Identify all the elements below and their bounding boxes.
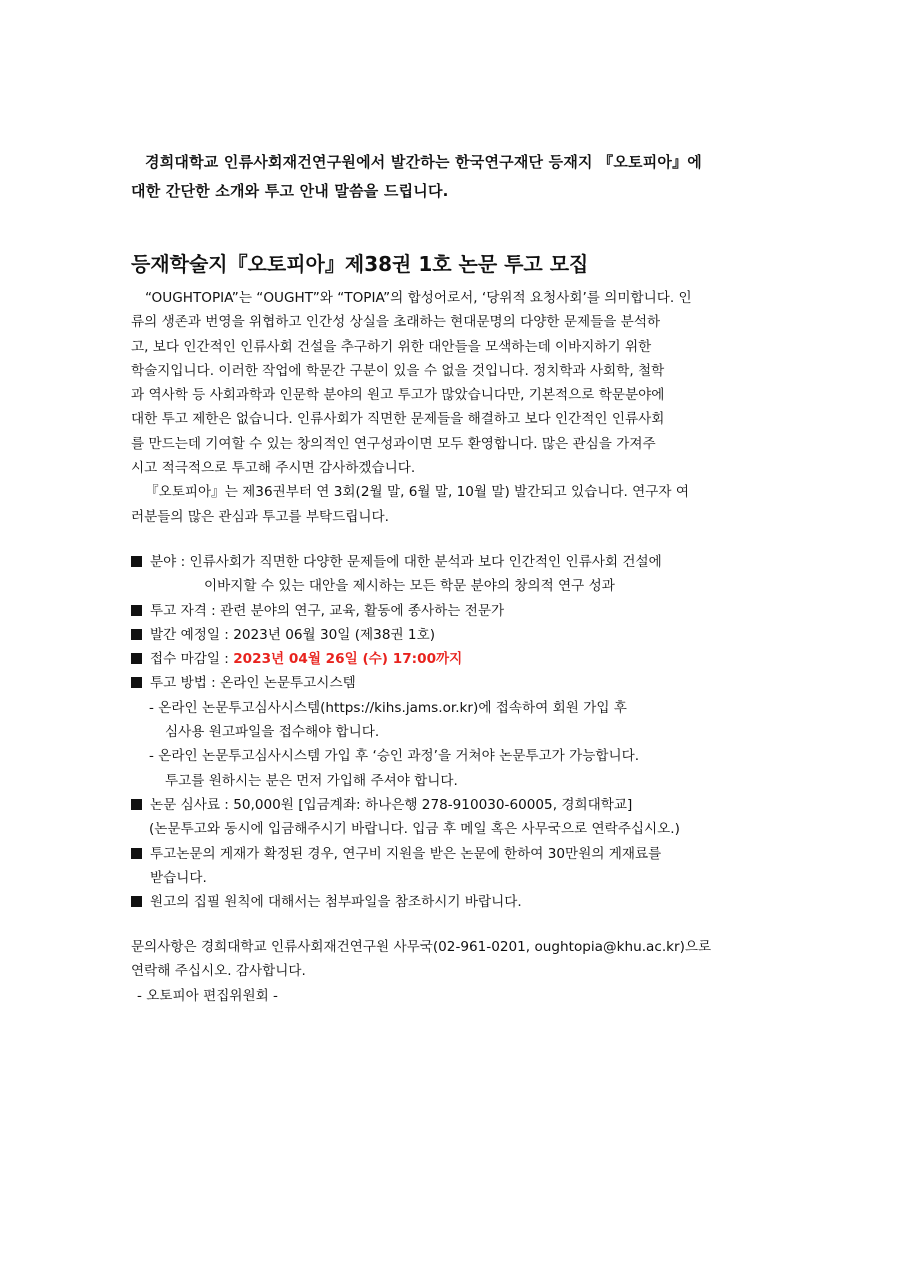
list-item-deadline — [131, 647, 781, 671]
intro-line-1: 경희대학교 인류사회재건연구원에서 발간하는 한국연구재단 등재지 『오토피아』에 — [145, 153, 702, 171]
intro-line-2: 대한 간단한 소개와 투고 안내 말씀을 드립니다. — [131, 182, 449, 200]
method-text: 투고 방법 : 온라인 논문투고시스템 — [150, 675, 356, 692]
description-line: 러분들의 많은 관심과 투고를 부탁드립니다. — [131, 508, 389, 525]
list-item-method — [131, 671, 781, 695]
fee-text: 논문 심사료 : 50,000원 [입금계좌: 하나은행 278-910030-60005, 경희대학교] — [150, 796, 633, 813]
method-sub-1b: 심사용 원고파일을 접수해야 합니다. — [165, 724, 380, 741]
square-bullet-icon — [131, 653, 142, 664]
fee-note: (논문투고와 동시에 입금해주시기 바랍니다. 입금 후 메일 혹은 사무국으로 연락주십시오.) — [149, 821, 680, 838]
contact-line-2: 연락해 주십시오. 감사합니다. — [131, 963, 306, 980]
method-sub-2b: 투고를 원하시는 분은 먼저 가입해 주셔야 합니다. — [165, 772, 458, 789]
contact-line-1: 문의사항은 경희대학교 인류사회재건연구원 사무국(02-961-0201, oughtopia@khu.ac.kr)으로 — [131, 939, 712, 955]
list-item-fee — [131, 793, 781, 817]
list-item-qualification — [131, 599, 781, 623]
description-line: 학술지입니다. 이러한 작업에 학문간 구분이 있을 수 없을 것입니다. 정치학과 사회학, 철학 — [131, 362, 665, 379]
field-text-continued: 이바지할 수 있는 대안을 제시하는 모든 학문 분야의 창의적 연구 성과 — [204, 578, 615, 595]
deadline-value: 2023년 04월 26일 (수) 17:00까지 — [233, 651, 463, 668]
description-line: 를 만드는데 기여할 수 있는 창의적인 연구성과이면 모두 환영합니다. 많은 관심을 가져주 — [131, 435, 656, 452]
method-sub-1a: - 온라인 논문투고심사시스템(https://kihs.jams.or.kr)에 접속하여 회원 가입 후 — [149, 699, 627, 716]
publish-date-text: 발간 예정일 : 2023년 06월 30일 (제38권 1호) — [150, 626, 436, 643]
description-line: “OUGHTOPIA”는 “OUGHT”와 “TOPIA”의 합성어로서, ‘당위적 요청사회’를 의미합니다. 인 — [145, 290, 692, 306]
publication-fee-text: 투고논문의 게재가 확정된 경우, 연구비 지원을 받은 논문에 한하여 30만원의 게재료를 — [150, 845, 662, 862]
description-paragraph — [131, 286, 774, 529]
submission-info-list — [131, 550, 781, 914]
description-line: 류의 생존과 번영을 위협하고 인간성 상실을 초래하는 현대문명의 다양한 문제들을 분석하 — [131, 314, 661, 331]
square-bullet-icon — [131, 799, 142, 810]
square-bullet-icon — [131, 677, 142, 688]
square-bullet-icon — [131, 556, 142, 567]
deadline-label: 접수 마감일 : — [150, 651, 234, 668]
description-line: 시고 적극적으로 투고해 주시면 감사하겠습니다. — [131, 460, 416, 477]
description-line: 대한 투고 제한은 없습니다. 인류사회가 직면한 문제들을 해결하고 보다 인간적인 인류사회 — [131, 411, 665, 428]
square-bullet-icon — [131, 848, 142, 859]
intro-paragraph — [131, 148, 774, 206]
description-line: 과 역사학 등 사회과학과 인문학 분야의 원고 투고가 많았습니다만, 기본적으로 학문분야에 — [131, 387, 665, 404]
list-item-field — [131, 550, 781, 574]
page-title: 등재학술지『오토피아』제38권 1호 논문 투고 모집 — [131, 252, 589, 276]
square-bullet-icon — [131, 629, 142, 640]
square-bullet-icon — [131, 896, 142, 907]
method-sub-2a: - 온라인 논문투고심사시스템 가입 후 ‘승인 과정’을 거쳐야 논문투고가 가능합니다. — [149, 748, 640, 765]
list-item-publication-fee — [131, 842, 781, 866]
list-item-publish-date — [131, 623, 781, 647]
contact-paragraph — [131, 935, 781, 1008]
description-line: 『오토피아』는 제36권부터 연 3회(2월 말, 6월 말, 10월 말) 발간되고 있습니다. 연구자 여 — [145, 484, 689, 501]
field-text: 분야 : 인류사회가 직면한 다양한 문제들에 대한 분석과 보다 인간적인 인류사회 건설에 — [150, 554, 662, 570]
signature: - 오토피아 편집위원회 - — [137, 987, 278, 1004]
description-line: 고, 보다 인간적인 인류사회 건설을 추구하기 위한 대안들을 모색하는데 이바지하기 위한 — [131, 338, 652, 355]
list-item-guideline — [131, 890, 781, 914]
publication-fee-continued: 받습니다. — [150, 869, 207, 886]
qualification-text: 투고 자격 : 관련 분야의 연구, 교육, 활동에 종사하는 전문가 — [150, 602, 505, 619]
guideline-text: 원고의 집필 원칙에 대해서는 첨부파일을 참조하시기 바랍니다. — [150, 894, 522, 911]
square-bullet-icon — [131, 605, 142, 616]
